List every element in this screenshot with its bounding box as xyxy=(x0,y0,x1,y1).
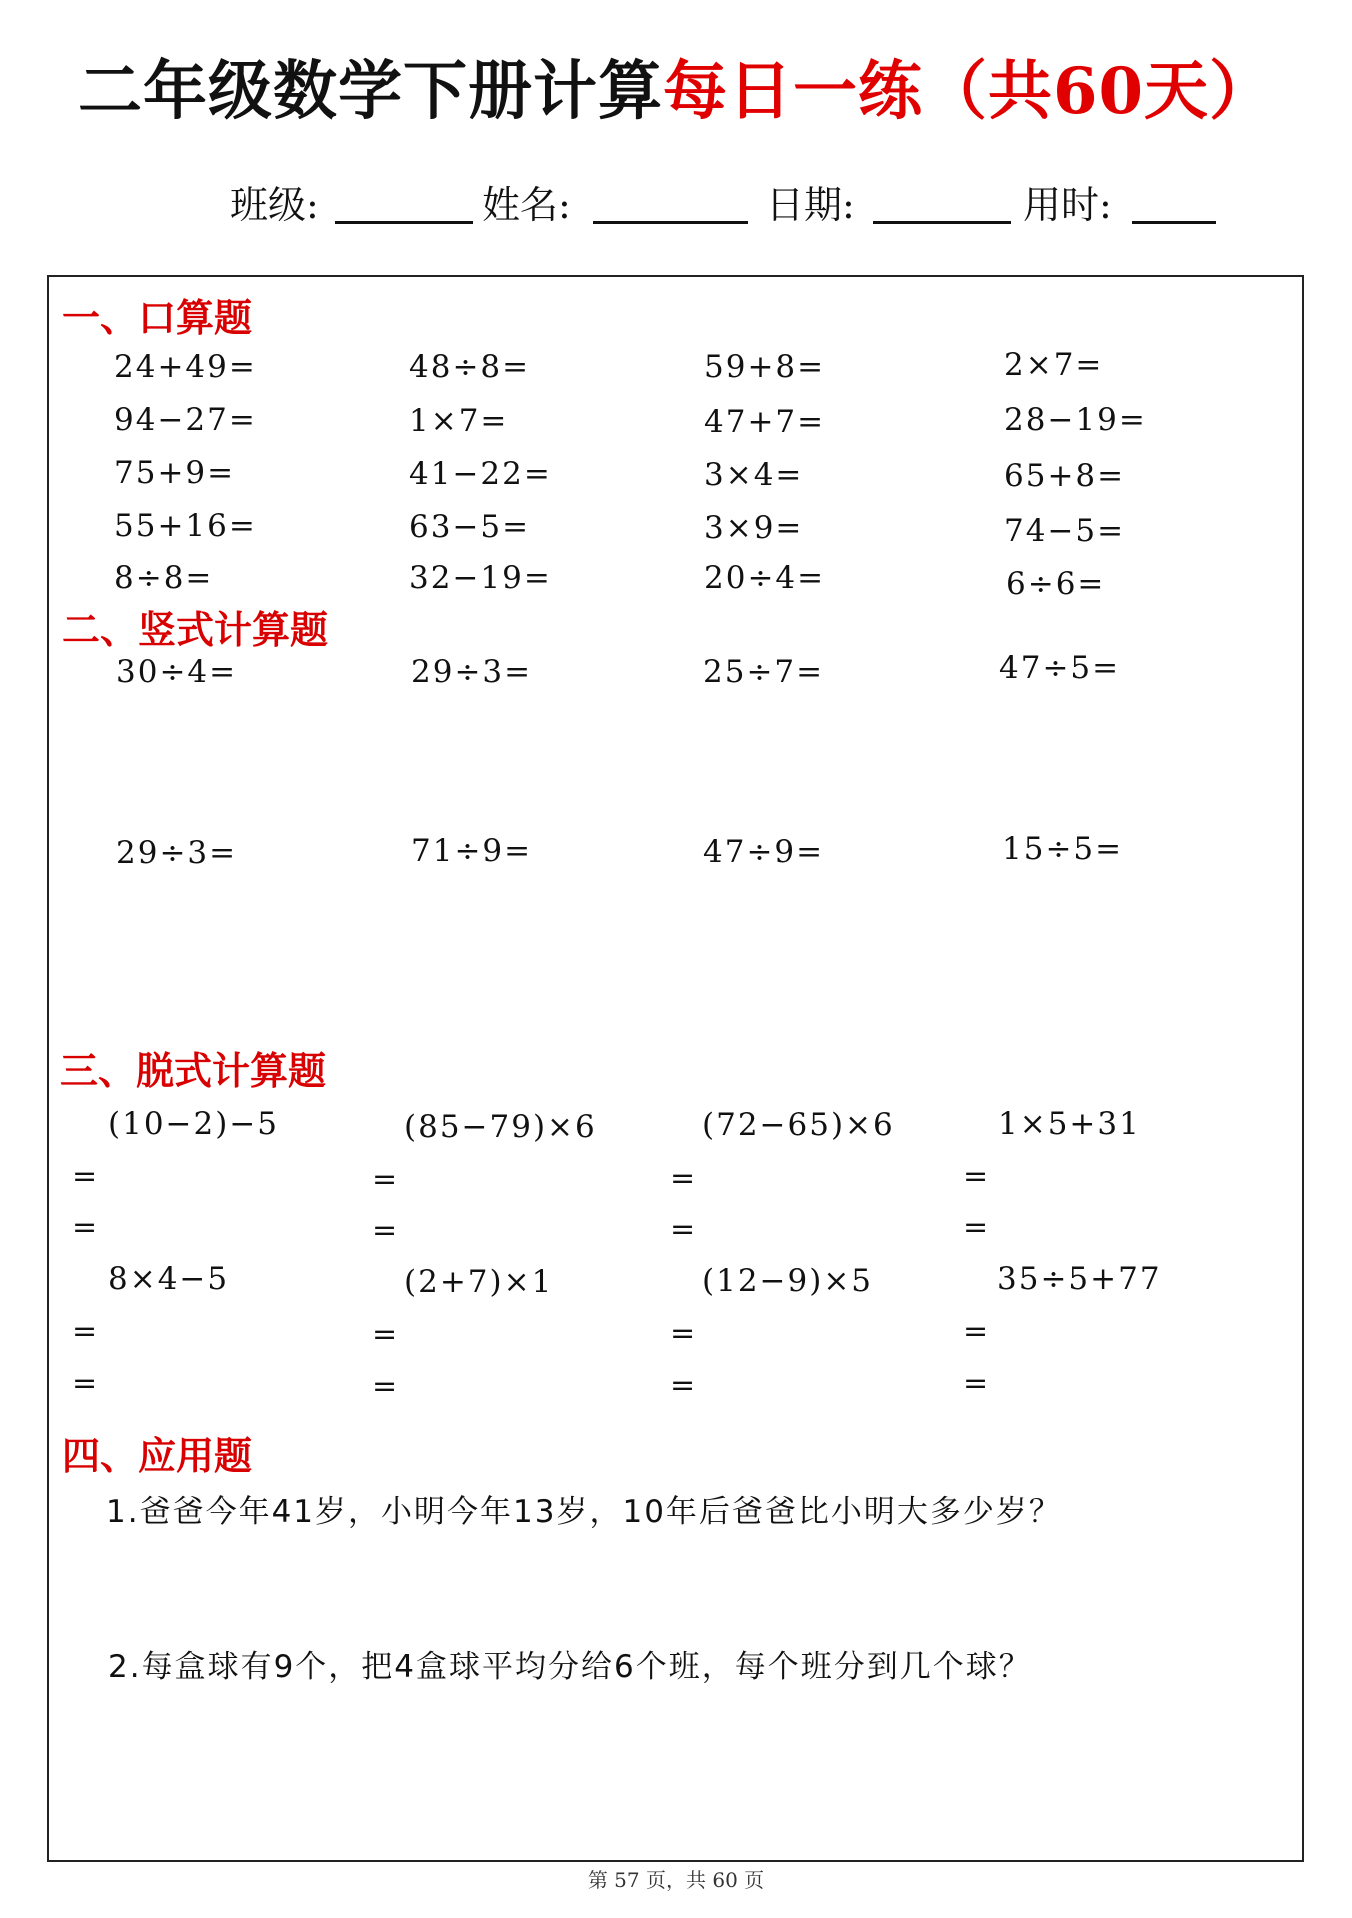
oral-item: 75+9= xyxy=(114,455,236,491)
title-highlight: 每日一练（共60天） xyxy=(662,54,1275,129)
vertical-item: 30÷4= xyxy=(116,654,238,690)
equals-sign: = xyxy=(670,1161,696,1196)
oral-item: 94−27= xyxy=(114,402,257,438)
oral-item: 1×7= xyxy=(409,403,509,439)
equals-sign: = xyxy=(72,1366,98,1401)
oral-item: 41−22= xyxy=(409,456,552,492)
section4-title: 四、应用题 xyxy=(62,1433,253,1478)
equals-sign: = xyxy=(372,1317,398,1352)
date-field-line[interactable] xyxy=(873,221,1011,224)
oral-item: 74−5= xyxy=(1004,513,1126,549)
stepwise-item: (12−9)×5 xyxy=(702,1263,874,1299)
stepwise-item: (72−65)×6 xyxy=(702,1107,895,1143)
oral-item: 2×7= xyxy=(1004,347,1104,383)
oral-item: 65+8= xyxy=(1004,458,1126,494)
equals-sign: = xyxy=(72,1159,98,1194)
vertical-item: 25÷7= xyxy=(703,654,825,690)
oral-item: 28−19= xyxy=(1004,402,1147,438)
section3-title: 三、脱式计算题 xyxy=(60,1048,327,1093)
name-label: 姓名: xyxy=(482,183,571,227)
time-field-line[interactable] xyxy=(1132,221,1216,224)
oral-item: 47+7= xyxy=(704,404,826,440)
class-field-line[interactable] xyxy=(335,221,473,224)
word-problem: 1.爸爸今年41岁，小明今年13岁，10年后爸爸比小明大多少岁？ xyxy=(106,1494,1062,1530)
equals-sign: = xyxy=(963,1210,989,1245)
oral-item: 55+16= xyxy=(114,508,257,544)
oral-item: 63−5= xyxy=(409,509,531,545)
equals-sign: = xyxy=(670,1316,696,1351)
section2-title: 二、竖式计算题 xyxy=(62,607,329,652)
oral-item: 8÷8= xyxy=(114,560,214,596)
oral-item: 59+8= xyxy=(704,349,826,385)
oral-item: 20÷4= xyxy=(704,560,826,596)
class-label: 班级: xyxy=(230,183,319,227)
equals-sign: = xyxy=(72,1314,98,1349)
page-number: 第 57 页，共 60 页 xyxy=(587,1868,765,1892)
vertical-item: 71÷9= xyxy=(411,833,533,869)
stepwise-item: (2+7)×1 xyxy=(404,1264,554,1300)
equals-sign: = xyxy=(963,1159,989,1194)
stepwise-item: 1×5+31 xyxy=(998,1106,1141,1142)
time-label: 用时: xyxy=(1023,183,1112,227)
oral-item: 32−19= xyxy=(409,560,552,596)
equals-sign: = xyxy=(963,1314,989,1349)
equals-sign: = xyxy=(72,1210,98,1245)
date-label: 日期: xyxy=(766,183,855,227)
equals-sign: = xyxy=(372,1369,398,1404)
stepwise-item: (85−79)×6 xyxy=(404,1109,597,1145)
equals-sign: = xyxy=(372,1213,398,1248)
title-main: 二年级数学下册计算 xyxy=(77,54,663,129)
oral-item: 3×4= xyxy=(704,457,804,493)
stepwise-item: 35÷5+77 xyxy=(997,1261,1162,1297)
name-field-line[interactable] xyxy=(593,221,748,224)
oral-item: 24+49= xyxy=(114,349,257,385)
section1-title: 一、口算题 xyxy=(62,295,253,340)
vertical-item: 47÷9= xyxy=(703,834,825,870)
vertical-item: 29÷3= xyxy=(116,835,238,871)
oral-item: 3×9= xyxy=(704,510,804,546)
equals-sign: = xyxy=(670,1368,696,1403)
vertical-item: 15÷5= xyxy=(1002,831,1124,867)
equals-sign: = xyxy=(372,1162,398,1197)
stepwise-item: 8×4−5 xyxy=(108,1261,230,1297)
oral-item: 48÷8= xyxy=(409,349,531,385)
equals-sign: = xyxy=(670,1212,696,1247)
vertical-item: 29÷3= xyxy=(411,654,533,690)
page-title xyxy=(0,52,1352,132)
equals-sign: = xyxy=(963,1366,989,1401)
oral-item: 6÷6= xyxy=(1006,566,1106,602)
vertical-item: 47÷5= xyxy=(999,650,1121,686)
word-problem: 2.每盒球有9个，把4盒球平均分给6个班，每个班分到几个球？ xyxy=(108,1649,1032,1685)
stepwise-item: (10−2)−5 xyxy=(108,1106,280,1142)
